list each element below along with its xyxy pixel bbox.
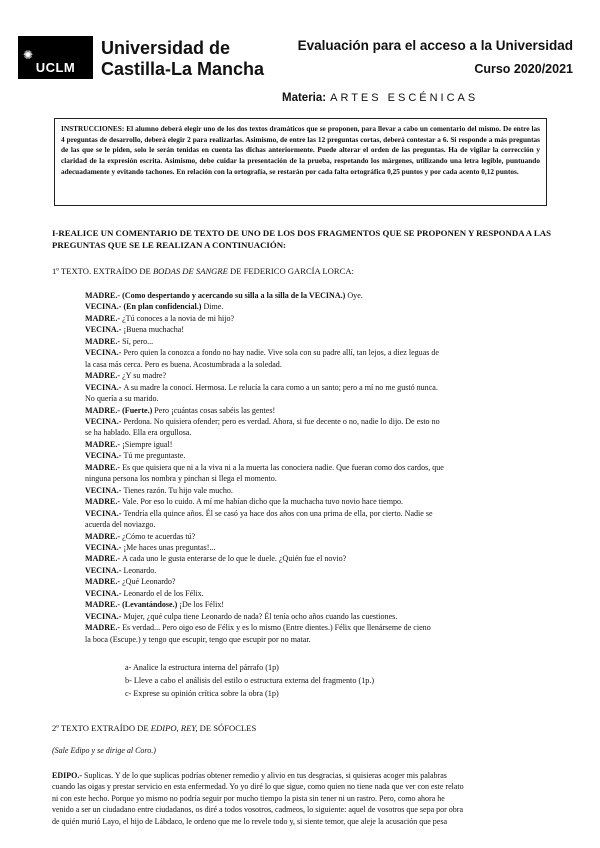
dialogue-text: ¿Qué Leonardo? [122, 577, 176, 587]
dialogue-text: Leonardo el de los Félix. [123, 588, 204, 598]
speaker-name: VECINA.- [85, 485, 124, 495]
edipo-speech [52, 770, 564, 827]
dialogue-line [85, 634, 560, 645]
dialogue-text: la casa más cerca. Pero es buena. Acostumbrada a la soledad. [85, 359, 282, 369]
dialogue-text: ¡Siempre igual! [122, 439, 173, 449]
subject-value: ARTES ESCÉNICAS [330, 92, 479, 104]
dialogue-text: Tienes razón. Tu hijo vale mucho. [123, 485, 233, 495]
dialogue-text: Oye. [345, 291, 363, 300]
dialogue-text: Pero ¡cuántas cosas sabéis las gentes! [152, 405, 276, 415]
dialogue-line [85, 462, 560, 473]
dialogue-text: Tú me preguntaste. [123, 451, 186, 461]
speaker-name: VECINA.- [85, 302, 124, 312]
dialogue-text: ¡Buena muchacha! [123, 325, 184, 335]
speaker-name: VECINA.- [85, 382, 124, 392]
dialogue-line [85, 531, 560, 542]
dialogue-text: No quería a su marido. [85, 394, 159, 404]
dialogue-text: Es verdad... Pero oigo eso de Félix y es lo mismo (Entre dientes.) Félix que llenárseme de cieno [122, 623, 431, 633]
speaker-name: MADRE.- [85, 554, 123, 564]
dialogue-text: Perdona. No quisiera ofender; pero es verdad. Ahora, si fue decente o no, nadie lo dijo. De esto no [123, 416, 440, 426]
instructions-text: El alumno deberá elegir uno de los dos textos dramáticos que se proponen, para llevar a cabo un comentario del mismo. De entre las 4 preguntas de desarrollo, deberá elegir 2 para realizarlas. Asimismo, de entre las 12 preguntas cortas, deberá contestar a 6. Si responde a más preguntas de las que se le piden, solo le serán tenidas en cuenta las dichas anteriormente. Puede alterar el orden de las preguntas. Ha de vigilar la corrección y claridad de la expresión escrita. Asimismo, debe cuidar la presentación de la prueba, respetando los márgenes, utilizando una letra legible, puntuando adecuadamente y evitando tachones. En relación con la ortografía, se restarán por cada falta ortográfica 0,25 puntos y por cada acento 0,12 puntos. [61, 124, 541, 176]
dialogue-text: Sí, pero... [122, 336, 154, 346]
dialogue-line [85, 622, 560, 633]
stage-direction: (Fuerte.) [122, 405, 153, 415]
text2-stage-direction: (Sale Edipo y se dirige al Coro.) [52, 746, 156, 755]
edipo-line: EDIPO.- Suplicas. Y de lo que suplicas podrías obtener remedio y alivio en tus desgracias, si quisieras acoger mis palabras [52, 771, 447, 780]
question-item: a- Analice la estructura interna del párrafo (1p) [125, 663, 279, 672]
speaker-name: MADRE.- [85, 371, 123, 381]
speaker-name: MADRE.- [85, 439, 123, 449]
dialogue-line [85, 599, 560, 610]
text1-suffix: DE FEDERICO GARCÍA LORCA: [227, 266, 354, 276]
dialogue [85, 290, 560, 645]
subject-label: Materia: [282, 92, 327, 104]
dialogue-text: la boca (Escupe.) y tengo que escupir, tengo que escupir por no matar. [85, 634, 311, 644]
dialogue-text: ninguna persona los nombra y pinchan si llega el momento. [85, 474, 277, 484]
university-line1: Universidad de [101, 38, 231, 58]
dialogue-line [85, 290, 560, 301]
dialogue-line [85, 427, 560, 438]
question-item: c- Exprese su opinión crítica sobre la obra (1p) [125, 688, 279, 698]
exam-title: Evaluación para el acceso a la Universidad [297, 38, 573, 53]
speaker-name: VECINA.- [85, 348, 124, 358]
dialogue-line [85, 519, 560, 530]
speaker-name: VECINA.- [85, 565, 124, 575]
stage-direction: (Como despertando y acercando su silla a la silla de la VECINA.) [122, 291, 346, 300]
speaker-name: VECINA.- [85, 325, 124, 335]
speaker-name: MADRE.- [85, 623, 123, 633]
dialogue-line [85, 611, 560, 622]
dialogue-line [85, 473, 560, 484]
edipo-line: de quién murió Layo, el hijo de Lábdaco, le ordeno que me lo revele todo y, si siente temor, que aleje la acusación que pesa [52, 816, 448, 826]
text2-heading [52, 723, 256, 733]
text1-prefix: 1º TEXTO. EXTRAÍDO DE [52, 266, 153, 276]
dialogue-line [85, 565, 560, 576]
dialogue-text: ¿Cómo te acuerdas tú? [122, 531, 196, 541]
dialogue-line [85, 439, 560, 450]
university-line2: Castilla-La Mancha [101, 59, 265, 79]
dialogue-text: acuerda del noviazgo. [85, 520, 156, 530]
question-item: b- Lleve a cabo el análisis del estilo o estructura externa del fragmento (1p.) [125, 675, 375, 685]
dialogue-line [85, 382, 560, 393]
dialogue-text: Pero quien la conozca a fondo no hay nadie. Vive sola con su padre allí, tan lejos, a diez leguas de [123, 348, 440, 358]
dialogue-text: Leonardo. [123, 565, 157, 575]
speaker-name: VECINA.- [85, 508, 124, 518]
dialogue-line [85, 370, 560, 381]
dialogue-line [85, 313, 560, 324]
dialogue-text: Vale. Por eso lo cuido. A mí me habían dicho que la muchacha tuvo novio hace tiempo. [122, 497, 404, 507]
speaker-name: VECINA.- [85, 611, 124, 621]
dialogue-line [85, 508, 560, 519]
subject [282, 92, 478, 104]
dialogue-text: Mujer, ¿qué culpa tiene Leonardo de nada? Él tenía ocho años cuando las cuestiones. [123, 611, 398, 621]
dialogue-line [85, 359, 560, 370]
dialogue-text: ¿Tú conoces a la novia de mi hijo? [122, 313, 235, 323]
dialogue-text: ¡De los Félix! [177, 600, 225, 610]
speaker-name: MADRE.- [85, 291, 123, 300]
speaker-name: MADRE.- [85, 531, 123, 541]
speaker-name: MADRE.- [85, 577, 123, 587]
text1-heading [52, 266, 354, 276]
dialogue-line [85, 496, 560, 507]
dialogue-line [85, 576, 560, 587]
speaker-name: MADRE.- [85, 462, 123, 472]
dialogue-text: Tendría ella quince años. Él se casó ya hace dos años con una prima de ella, por cierto. Nadie se [123, 508, 433, 518]
speaker-name: MADRE.- [85, 336, 123, 346]
speaker-name: EDIPO.- [52, 771, 82, 780]
speaker-name: VECINA.- [85, 588, 124, 598]
questions-list [125, 662, 374, 700]
text1-work: BODAS DE SANGRE [152, 266, 228, 276]
dialogue-line [85, 405, 560, 416]
dialogue-line [85, 324, 560, 335]
instructions-box [54, 118, 547, 206]
speaker-name: MADRE.- [85, 497, 123, 507]
edipo-line: venido a ser un ciudadano entre ciudadanos, os diré a todos vosotros, cadmeos, lo siguiente: aquel de vosotros que sepa por obra [52, 805, 464, 815]
text2-prefix: 2º TEXTO EXTRAÍDO DE [52, 723, 151, 733]
speaker-name: MADRE.- [85, 600, 123, 610]
speaker-name: VECINA.- [85, 416, 124, 426]
logo-text: UCLM [35, 60, 76, 75]
course-year: Curso 2020/2021 [474, 62, 573, 76]
stage-direction: (En plan confidencial.) [123, 302, 202, 312]
speaker-name: MADRE.- [85, 313, 123, 323]
instructions-label: INSTRUCCIONES: [61, 124, 125, 133]
speaker-name: MADRE.- [85, 405, 123, 415]
dialogue-text: se ha hablado. Ella era orgullosa. [85, 428, 192, 438]
dialogue-text: Es que quisiera que ni a la viva ni a la muerta las conociera nadie. Que fueran como dos cardos, que [122, 462, 444, 472]
text2-work: EDIPO, REY, [150, 723, 198, 733]
dialogue-text: A cada uno le gusta enterarse de lo que le duele. ¿Quién fue el novio? [122, 554, 347, 564]
university-name [101, 38, 264, 80]
speaker-name: VECINA.- [85, 451, 124, 461]
logo-emblem-icon: ✺ [23, 48, 34, 62]
dialogue-line [85, 450, 560, 461]
dialogue-line [85, 542, 560, 553]
stage-direction: (Levantándose.) [122, 600, 178, 610]
dialogue-line [85, 393, 560, 404]
dialogue-line [85, 301, 560, 312]
section-title: I-REALICE UN COMENTARIO DE TEXTO DE UNO DE LOS DOS FRAGMENTOS QUE SE PROPONEN Y RESPONDA A LAS PREGUNTAS QUE SE LE REALIZAN A CONTINUACIÓN: [52, 228, 551, 250]
text2-suffix: DE SÓFOCLES [197, 723, 257, 733]
dialogue-line [85, 553, 560, 564]
dialogue-line [85, 416, 560, 427]
dialogue-line [85, 336, 560, 347]
edipo-line: ni con este hecho. Porque yo mismo no podría seguir por mucho tiempo la pista sin tener ni un rastro. Pero, como ahora he [52, 793, 445, 803]
dialogue-line [85, 347, 560, 358]
speaker-name: VECINA.- [85, 542, 124, 552]
dialogue-line [85, 485, 560, 496]
uclm-logo [18, 36, 93, 79]
dialogue-text: ¡Me haces unas preguntas!... [123, 542, 216, 552]
edipo-line: cuando las oigas y prestar servicio en esta enfermedad. Yo yo diré lo que sigue, como quien no tiene nada que ver con este relato [52, 782, 464, 792]
dialogue-text: Dime. [201, 302, 224, 312]
dialogue-text: ¿Y su madre? [122, 371, 167, 381]
dialogue-line [85, 588, 560, 599]
dialogue-text: A su madre la conocí. Hermosa. Le relucía la cara como a un santo; pero a mí no me gustó nunca. [123, 382, 438, 392]
